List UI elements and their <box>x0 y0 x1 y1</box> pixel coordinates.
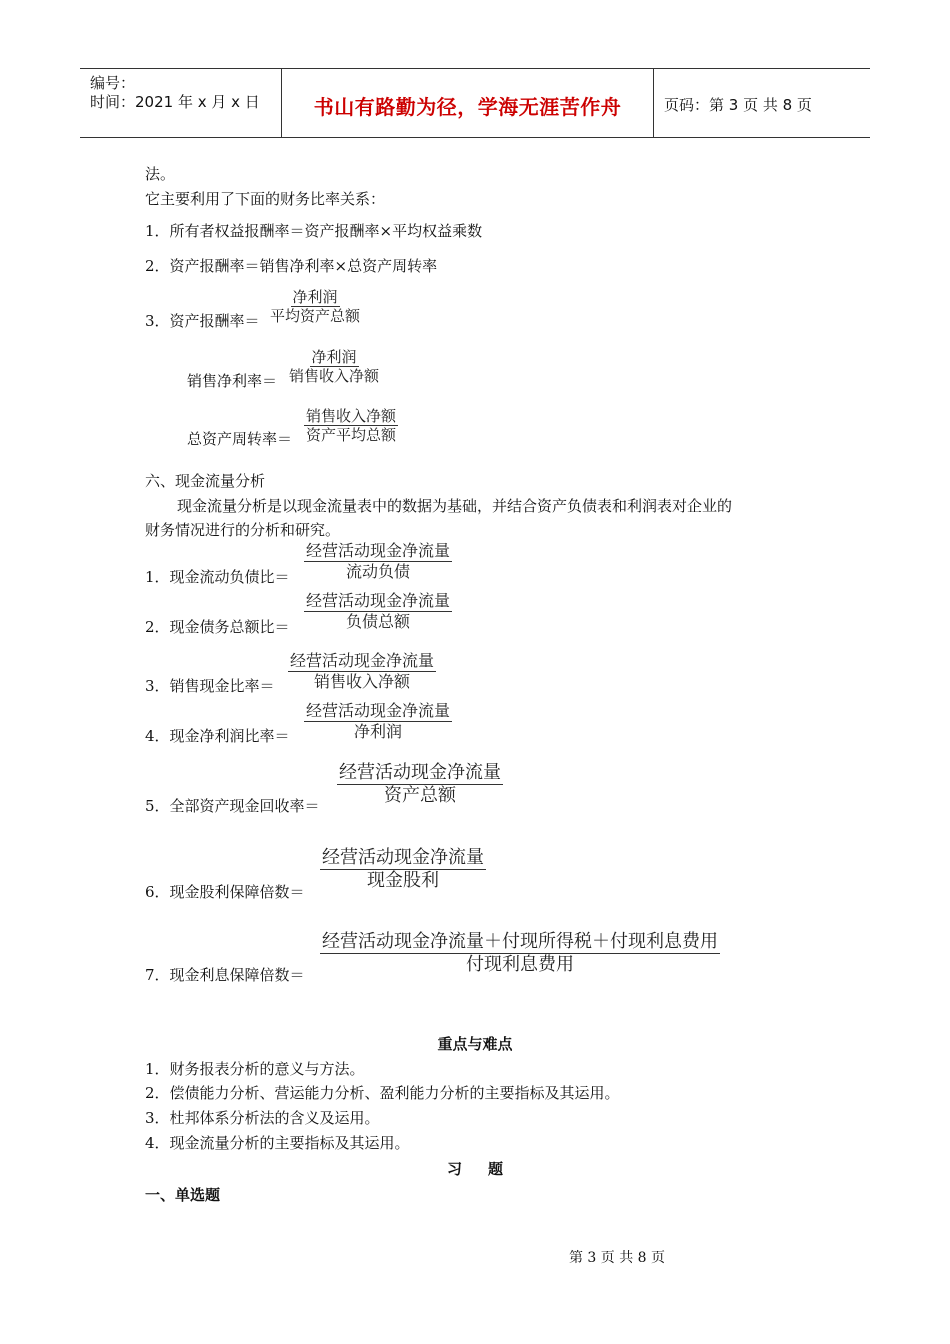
cashflow-item-2-label: 2．现金债务总额比＝ <box>145 618 290 636</box>
dupont-sub-1-label: 销售净利率＝ <box>187 372 278 390</box>
cashflow-item-3-label: 3．销售现金比率＝ <box>145 677 275 695</box>
fraction-numerator: 经营活动现金净流量 <box>306 541 451 560</box>
fraction-denominator: 流动负债 <box>346 562 411 581</box>
cashflow-item-5-fraction <box>337 762 503 807</box>
dupont-sub-1-fraction <box>289 348 379 385</box>
fraction-numerator: 经营活动现金净流量＋付现所得税＋付现利息费用 <box>322 931 718 952</box>
cashflow-item-7-fraction <box>320 931 720 976</box>
fraction-numerator: 经营活动现金净流量 <box>290 651 435 670</box>
cashflow-item-2-fraction <box>304 591 452 632</box>
page-footer <box>0 1247 950 1267</box>
cashflow-item-7-label: 7．现金利息保障倍数＝ <box>145 966 305 984</box>
cashflow-item-4-fraction <box>304 701 452 742</box>
cashflow-heading: 六、现金流量分析 <box>145 472 266 490</box>
header-motto-cell <box>282 69 654 137</box>
fraction-denominator: 销售收入净额 <box>289 367 380 385</box>
header-page-label: 页码：第 3 页 共 8 页 <box>664 96 812 114</box>
cashflow-para-line-2: 财务情况进行的分析和研究。 <box>145 521 341 539</box>
fraction-denominator: 平均资产总额 <box>270 307 361 325</box>
dupont-item-3-fraction <box>270 288 360 325</box>
cashflow-para-line-1: 现金流量分析是以现金流量表中的数据为基础，并结合资产负债表和利润表对企业的 <box>177 497 733 515</box>
fraction-denominator: 净利润 <box>354 722 403 741</box>
fraction-numerator: 经营活动现金净流量 <box>322 847 484 868</box>
doc-date-label: 时间：2021 年 x 月 x 日 <box>90 93 260 111</box>
fraction-denominator: 负债总额 <box>346 612 411 631</box>
header-page-cell <box>654 69 870 137</box>
dupont-item-2: 2．资产报酬率＝销售净利率×总资产周转率 <box>145 257 438 275</box>
fraction-denominator: 销售收入净额 <box>314 672 411 691</box>
dupont-sub-2-label: 总资产周转率＝ <box>187 430 293 448</box>
fraction-numerator: 销售收入净额 <box>306 407 397 425</box>
cashflow-item-6-label: 6．现金股利保障倍数＝ <box>145 883 305 901</box>
header-meta <box>80 69 282 137</box>
fraction-numerator: 净利润 <box>311 348 357 366</box>
intro-line-1: 法。 <box>145 165 176 183</box>
doc-code-label: 编号： <box>90 74 136 92</box>
exercises-section-1: 一、单选题 <box>145 1186 221 1204</box>
cashflow-item-4-label: 4．现金净利润比率＝ <box>145 727 290 745</box>
fraction-denominator: 现金股利 <box>367 870 439 891</box>
exercises-title: 习 题 <box>446 1160 504 1178</box>
cashflow-item-6-fraction <box>320 847 486 892</box>
dupont-item-3-label: 3．资产报酬率＝ <box>145 312 260 330</box>
fraction-denominator: 资产总额 <box>384 785 456 806</box>
keypoints-title: 重点与难点 <box>437 1035 513 1053</box>
keypoint-item-3: 3．杜邦体系分析法的含义及运用。 <box>145 1109 380 1127</box>
fraction-numerator: 经营活动现金净流量 <box>306 701 451 720</box>
footer-page-number: 第 3 页 共 8 页 <box>568 1250 666 1266</box>
dupont-sub-2-fraction <box>304 407 398 444</box>
intro-line-2: 它主要利用了下面的财务比率关系： <box>145 190 386 208</box>
dupont-item-1: 1．所有者权益报酬率＝资产报酬率×平均权益乘数 <box>145 222 483 240</box>
page-header <box>80 68 870 138</box>
cashflow-item-1-label: 1．现金流动负债比＝ <box>145 568 290 586</box>
fraction-denominator: 资产平均总额 <box>306 426 397 444</box>
header-motto: 书山有路勤为径，学海无涯苦作舟 <box>313 95 622 119</box>
keypoint-item-2: 2．偿债能力分析、营运能力分析、盈利能力分析的主要指标及其运用。 <box>145 1084 620 1102</box>
cashflow-item-1-fraction <box>304 541 452 582</box>
cashflow-item-5-label: 5．全部资产现金回收率＝ <box>145 797 320 815</box>
fraction-numerator: 经营活动现金净流量 <box>306 591 451 610</box>
fraction-numerator: 经营活动现金净流量 <box>339 762 501 783</box>
keypoint-item-1: 1．财务报表分析的意义与方法。 <box>145 1060 365 1078</box>
keypoint-item-4: 4．现金流量分析的主要指标及其运用。 <box>145 1134 410 1152</box>
fraction-numerator: 净利润 <box>292 288 338 306</box>
cashflow-item-3-fraction <box>288 651 436 692</box>
fraction-denominator: 付现利息费用 <box>466 954 574 975</box>
